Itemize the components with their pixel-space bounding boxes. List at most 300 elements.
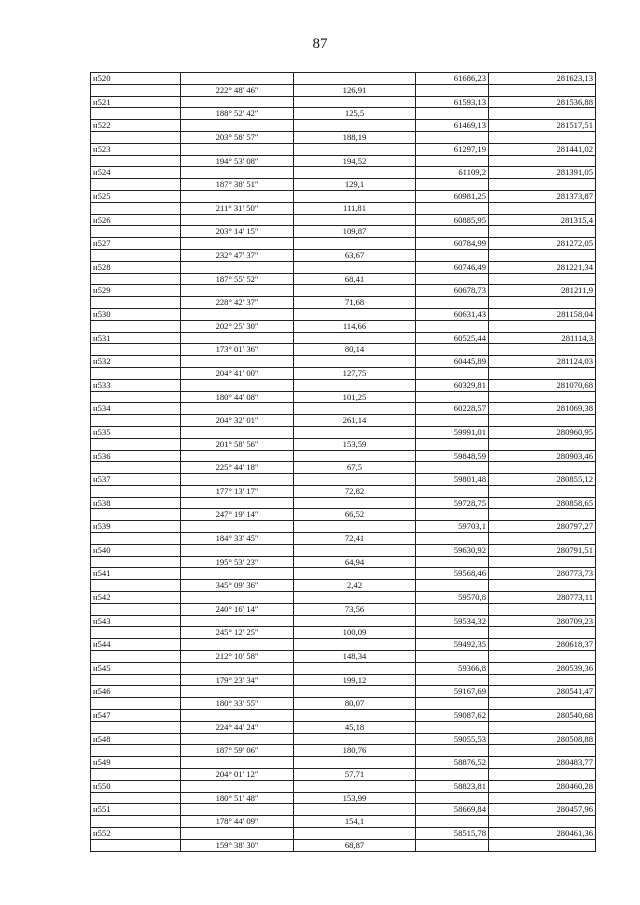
empty-cell [416,179,489,191]
y-coordinate-cell: 281114,3 [489,332,596,344]
y-coordinate-cell: 281272,05 [489,238,596,250]
x-coordinate-cell: 60631,43 [416,308,489,320]
empty-cell [416,721,489,733]
empty-cell [181,686,294,698]
point-row [91,120,596,132]
x-coordinate-cell: 60746,49 [416,261,489,273]
bearing-angle-cell: 245° 12' 25" [181,627,294,639]
empty-cell [294,521,416,533]
empty-cell [294,710,416,722]
empty-cell [489,344,596,356]
point-row [91,332,596,344]
empty-cell [489,509,596,521]
y-coordinate-cell: 281623,13 [489,73,596,85]
segment-row [91,131,596,143]
empty-cell [416,297,489,309]
distance-cell: 67,5 [294,462,416,474]
empty-cell [91,273,181,285]
empty-cell [294,804,416,816]
empty-cell [91,556,181,568]
empty-cell [489,297,596,309]
empty-cell [181,403,294,415]
point-id-cell: н529 [91,285,181,297]
point-id-cell: н532 [91,356,181,368]
point-id-cell: н547 [91,710,181,722]
empty-cell [91,391,181,403]
point-row [91,238,596,250]
bearing-angle-cell: 225° 44' 18" [181,462,294,474]
point-id-cell: н542 [91,592,181,604]
distance-cell: 45,18 [294,721,416,733]
empty-cell [91,603,181,615]
empty-cell [91,509,181,521]
coordinates-table [90,72,596,852]
empty-cell [416,344,489,356]
segment-row [91,792,596,804]
x-coordinate-cell: 60678,73 [416,285,489,297]
distance-cell: 148,34 [294,651,416,663]
distance-cell: 180,76 [294,745,416,757]
bearing-angle-cell: 232° 47' 37" [181,249,294,261]
y-coordinate-cell: 280539,36 [489,662,596,674]
empty-cell [91,721,181,733]
y-coordinate-cell: 281315,4 [489,214,596,226]
point-row [91,521,596,533]
empty-cell [489,769,596,781]
empty-cell [416,839,489,851]
point-id-cell: н551 [91,804,181,816]
x-coordinate-cell: 58515,78 [416,828,489,840]
empty-cell [91,792,181,804]
empty-cell [294,332,416,344]
point-row [91,780,596,792]
empty-cell [181,804,294,816]
distance-cell: 114,66 [294,320,416,332]
y-coordinate-cell: 280858,65 [489,497,596,509]
empty-cell [181,96,294,108]
empty-cell [489,249,596,261]
empty-cell [294,544,416,556]
y-coordinate-cell: 280541,47 [489,686,596,698]
distance-cell: 63,67 [294,249,416,261]
empty-cell [294,450,416,462]
empty-cell [91,84,181,96]
empty-cell [416,816,489,828]
point-id-cell: н524 [91,167,181,179]
empty-cell [489,367,596,379]
segment-row [91,202,596,214]
empty-cell [181,828,294,840]
empty-cell [181,544,294,556]
empty-cell [91,320,181,332]
empty-cell [91,344,181,356]
empty-cell [294,474,416,486]
bearing-angle-cell: 204° 32' 01" [181,415,294,427]
y-coordinate-cell: 280709,23 [489,615,596,627]
point-row [91,828,596,840]
empty-cell [489,485,596,497]
y-coordinate-cell: 281124,03 [489,356,596,368]
empty-cell [489,202,596,214]
distance-cell: 154,1 [294,816,416,828]
empty-cell [416,108,489,120]
empty-cell [181,521,294,533]
y-coordinate-cell: 280483,77 [489,757,596,769]
y-coordinate-cell: 281211,9 [489,285,596,297]
empty-cell [416,674,489,686]
distance-cell: 71,68 [294,297,416,309]
point-id-cell: н543 [91,615,181,627]
empty-cell [181,710,294,722]
distance-cell: 80,07 [294,698,416,710]
empty-cell [181,757,294,769]
segment-row [91,839,596,851]
point-row [91,639,596,651]
empty-cell [181,450,294,462]
segment-row [91,816,596,828]
empty-cell [489,580,596,592]
point-row [91,96,596,108]
point-id-cell: н523 [91,143,181,155]
bearing-angle-cell: 345° 09' 36" [181,580,294,592]
empty-cell [91,462,181,474]
y-coordinate-cell: 281069,38 [489,403,596,415]
y-coordinate-cell: 280797,27 [489,521,596,533]
bearing-angle-cell: 212° 10' 58" [181,651,294,663]
empty-cell [489,438,596,450]
x-coordinate-cell: 59703,1 [416,521,489,533]
empty-cell [294,615,416,627]
x-coordinate-cell: 60228,57 [416,403,489,415]
empty-cell [416,226,489,238]
point-id-cell: н538 [91,497,181,509]
empty-cell [181,356,294,368]
empty-cell [489,816,596,828]
point-id-cell: н527 [91,238,181,250]
empty-cell [181,426,294,438]
bearing-angle-cell: 187° 59' 06" [181,745,294,757]
empty-cell [294,403,416,415]
empty-cell [294,686,416,698]
distance-cell: 2,42 [294,580,416,592]
empty-cell [416,792,489,804]
empty-cell [91,297,181,309]
empty-cell [416,202,489,214]
empty-cell [294,568,416,580]
empty-cell [489,627,596,639]
empty-cell [91,533,181,545]
empty-cell [181,238,294,250]
empty-cell [489,391,596,403]
point-row [91,403,596,415]
y-coordinate-cell: 280773,11 [489,592,596,604]
x-coordinate-cell: 60525,44 [416,332,489,344]
segment-row [91,84,596,96]
point-id-cell: н530 [91,308,181,320]
empty-cell [294,73,416,85]
x-coordinate-cell: 61469,13 [416,120,489,132]
empty-cell [91,108,181,120]
empty-cell [489,226,596,238]
y-coordinate-cell: 281373,87 [489,190,596,202]
bearing-angle-cell: 211° 31' 50" [181,202,294,214]
empty-cell [294,120,416,132]
bearing-angle-cell: 195° 53' 23" [181,556,294,568]
segment-row [91,249,596,261]
segment-row [91,273,596,285]
empty-cell [416,462,489,474]
x-coordinate-cell: 59570,8 [416,592,489,604]
x-coordinate-cell: 60981,25 [416,190,489,202]
x-coordinate-cell: 59991,01 [416,426,489,438]
point-id-cell: н537 [91,474,181,486]
empty-cell [416,249,489,261]
empty-cell [416,273,489,285]
empty-cell [489,84,596,96]
point-id-cell: н526 [91,214,181,226]
empty-cell [181,190,294,202]
distance-cell: 126,91 [294,84,416,96]
point-row [91,167,596,179]
empty-cell [91,249,181,261]
empty-cell [294,238,416,250]
empty-cell [91,179,181,191]
bearing-angle-cell: 203° 14' 15" [181,226,294,238]
bearing-angle-cell: 228° 42' 37" [181,297,294,309]
point-id-cell: н548 [91,733,181,745]
empty-cell [416,367,489,379]
bearing-angle-cell: 180° 33' 55" [181,698,294,710]
segment-row [91,698,596,710]
y-coordinate-cell: 281517,51 [489,120,596,132]
y-coordinate-cell: 280457,96 [489,804,596,816]
empty-cell [489,131,596,143]
empty-cell [489,108,596,120]
y-coordinate-cell: 281391,05 [489,167,596,179]
distance-cell: 72,41 [294,533,416,545]
distance-cell: 153,59 [294,438,416,450]
empty-cell [416,745,489,757]
bearing-angle-cell: 184° 33' 45" [181,533,294,545]
segment-row [91,462,596,474]
empty-cell [91,485,181,497]
segment-row [91,533,596,545]
bearing-angle-cell: 180° 44' 08" [181,391,294,403]
empty-cell [416,556,489,568]
empty-cell [91,745,181,757]
empty-cell [91,367,181,379]
empty-cell [416,769,489,781]
x-coordinate-cell: 60885,95 [416,214,489,226]
empty-cell [91,438,181,450]
bearing-angle-cell: 188° 52' 42" [181,108,294,120]
empty-cell [416,84,489,96]
empty-cell [181,615,294,627]
bearing-angle-cell: 187° 55' 52" [181,273,294,285]
point-row [91,356,596,368]
empty-cell [294,379,416,391]
empty-cell [181,662,294,674]
empty-cell [91,415,181,427]
empty-cell [489,556,596,568]
point-row [91,261,596,273]
point-id-cell: н539 [91,521,181,533]
segment-row [91,745,596,757]
empty-cell [294,733,416,745]
empty-cell [294,828,416,840]
segment-row [91,155,596,167]
y-coordinate-cell: 281536,88 [489,96,596,108]
empty-cell [181,285,294,297]
point-row [91,308,596,320]
point-row [91,615,596,627]
segment-row [91,344,596,356]
distance-cell: 127,75 [294,367,416,379]
empty-cell [416,627,489,639]
empty-cell [489,320,596,332]
empty-cell [489,698,596,710]
distance-cell: 129,1 [294,179,416,191]
distance-cell: 188,19 [294,131,416,143]
x-coordinate-cell: 58669,84 [416,804,489,816]
point-row [91,73,596,85]
empty-cell [416,580,489,592]
y-coordinate-cell: 281158,04 [489,308,596,320]
distance-cell: 101,25 [294,391,416,403]
segment-row [91,108,596,120]
empty-cell [91,226,181,238]
empty-cell [294,285,416,297]
empty-cell [489,651,596,663]
y-coordinate-cell: 281221,34 [489,261,596,273]
x-coordinate-cell: 61593,13 [416,96,489,108]
empty-cell [181,73,294,85]
x-coordinate-cell: 58876,52 [416,757,489,769]
point-id-cell: н544 [91,639,181,651]
bearing-angle-cell: 202° 25' 30" [181,320,294,332]
empty-cell [91,580,181,592]
point-row [91,143,596,155]
empty-cell [489,792,596,804]
point-id-cell: н520 [91,73,181,85]
y-coordinate-cell: 281070,68 [489,379,596,391]
empty-cell [489,721,596,733]
point-id-cell: н521 [91,96,181,108]
empty-cell [489,745,596,757]
point-id-cell: н534 [91,403,181,415]
distance-cell: 194,52 [294,155,416,167]
point-id-cell: н535 [91,426,181,438]
segment-row [91,556,596,568]
y-coordinate-cell: 280903,46 [489,450,596,462]
point-id-cell: н531 [91,332,181,344]
empty-cell [181,639,294,651]
empty-cell [181,474,294,486]
x-coordinate-cell: 59568,46 [416,568,489,580]
empty-cell [294,426,416,438]
empty-cell [91,769,181,781]
empty-cell [294,143,416,155]
point-row [91,544,596,556]
empty-cell [181,379,294,391]
empty-cell [181,733,294,745]
point-row [91,662,596,674]
empty-cell [489,674,596,686]
empty-cell [489,415,596,427]
bearing-angle-cell: 194° 53' 08" [181,155,294,167]
empty-cell [416,509,489,521]
empty-cell [489,533,596,545]
segment-row [91,651,596,663]
bearing-angle-cell: 178° 44' 09" [181,816,294,828]
bearing-angle-cell: 203° 58' 57" [181,131,294,143]
bearing-angle-cell: 180° 51' 48" [181,792,294,804]
empty-cell [294,167,416,179]
empty-cell [181,167,294,179]
segment-row [91,226,596,238]
point-row [91,285,596,297]
empty-cell [91,627,181,639]
point-row [91,190,596,202]
empty-cell [489,839,596,851]
y-coordinate-cell: 280791,51 [489,544,596,556]
x-coordinate-cell: 59055,53 [416,733,489,745]
bearing-angle-cell: 224° 44' 24" [181,721,294,733]
y-coordinate-cell: 280461,36 [489,828,596,840]
bearing-angle-cell: 240° 16' 14" [181,603,294,615]
distance-cell: 57,71 [294,769,416,781]
empty-cell [91,131,181,143]
empty-cell [294,780,416,792]
distance-cell: 80,14 [294,344,416,356]
bearing-angle-cell: 159° 38' 30" [181,839,294,851]
empty-cell [181,332,294,344]
empty-cell [416,533,489,545]
point-id-cell: н540 [91,544,181,556]
segment-row [91,179,596,191]
empty-cell [489,179,596,191]
segment-row [91,297,596,309]
distance-cell: 66,52 [294,509,416,521]
segment-row [91,415,596,427]
x-coordinate-cell: 59848,59 [416,450,489,462]
x-coordinate-cell: 60445,89 [416,356,489,368]
empty-cell [294,261,416,273]
point-row [91,497,596,509]
empty-cell [294,757,416,769]
empty-cell [91,816,181,828]
page-number: 87 [312,36,328,52]
segment-row [91,367,596,379]
empty-cell [181,592,294,604]
point-id-cell: н533 [91,379,181,391]
empty-cell [91,202,181,214]
point-row [91,804,596,816]
empty-cell [181,120,294,132]
segment-row [91,485,596,497]
empty-cell [181,143,294,155]
empty-cell [416,155,489,167]
y-coordinate-cell: 280508,88 [489,733,596,745]
x-coordinate-cell: 59366,8 [416,662,489,674]
x-coordinate-cell: 59630,92 [416,544,489,556]
segment-row [91,391,596,403]
segment-row [91,580,596,592]
point-id-cell: н545 [91,662,181,674]
segment-row [91,721,596,733]
coordinates-table-body [91,73,596,852]
x-coordinate-cell: 61109,2 [416,167,489,179]
